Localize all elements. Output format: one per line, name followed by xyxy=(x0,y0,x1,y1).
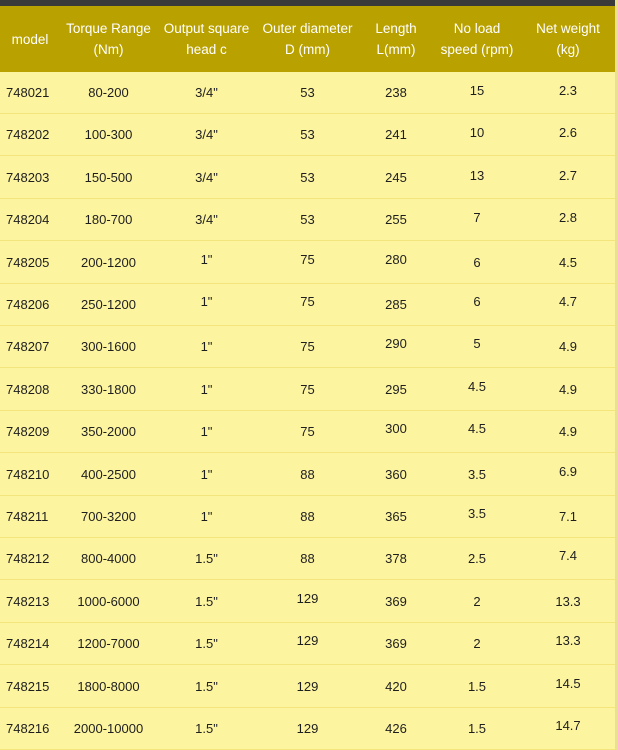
cell-no-load-speed: 7 xyxy=(473,210,481,226)
cell-outer-diameter: 129 xyxy=(296,721,319,736)
table-row xyxy=(0,242,618,284)
table-row xyxy=(0,157,618,199)
cell-model: 748213 xyxy=(6,593,50,609)
table-row xyxy=(0,284,618,326)
cell-outer-diameter: 129 xyxy=(296,633,319,649)
header-torque-range xyxy=(60,6,157,72)
cell-net-weight: 2.8 xyxy=(558,210,578,226)
table-row xyxy=(0,411,618,453)
cell-net-weight: 6.9 xyxy=(558,463,578,479)
cell-outer-diameter: 88 xyxy=(300,509,315,524)
cell-torque-range: 330-1800 xyxy=(81,381,136,397)
cell-net-weight: 14.7 xyxy=(555,718,581,733)
cell-torque-range: 1000-6000 xyxy=(77,593,140,609)
cell-model: 748203 xyxy=(6,169,50,185)
header-outer-diameter-label: Outer diameter D (mm) xyxy=(262,21,353,57)
cell-length: 426 xyxy=(385,721,407,736)
cell-model: 748021 xyxy=(6,85,50,100)
cell-net-weight: 7.4 xyxy=(558,548,578,564)
table-row xyxy=(0,326,618,368)
cell-length: 245 xyxy=(385,169,407,185)
cell-torque-range: 2000-10000 xyxy=(73,721,144,736)
table-row xyxy=(0,581,618,623)
cell-length: 378 xyxy=(385,551,407,567)
table-row xyxy=(0,369,618,411)
cell-outer-diameter: 53 xyxy=(300,169,315,185)
header-net-weight-label: Net weight (kg) xyxy=(536,21,600,57)
cell-no-load-speed: 2.5 xyxy=(467,551,487,567)
header-model xyxy=(0,6,60,72)
cell-outer-diameter: 53 xyxy=(300,127,315,143)
cell-outer-diameter: 53 xyxy=(300,85,315,100)
cell-length: 255 xyxy=(385,212,407,228)
cell-length: 300 xyxy=(385,421,407,437)
cell-model: 748204 xyxy=(6,212,50,228)
cell-length: 365 xyxy=(385,509,407,524)
table-row xyxy=(0,538,618,580)
cell-no-load-speed: 5 xyxy=(473,336,481,352)
cell-outer-diameter: 75 xyxy=(300,251,315,267)
cell-output-square-head: 3/4" xyxy=(195,212,218,228)
cell-net-weight: 7.1 xyxy=(558,509,578,524)
cell-outer-diameter: 129 xyxy=(296,590,319,606)
cell-net-weight: 13.3 xyxy=(555,633,581,649)
cell-net-weight: 14.5 xyxy=(555,675,581,691)
header-length xyxy=(359,6,433,72)
header-model-label: model xyxy=(11,31,49,47)
cell-outer-diameter: 75 xyxy=(300,294,315,309)
cell-no-load-speed: 3.5 xyxy=(467,506,487,521)
cell-length: 295 xyxy=(385,381,407,397)
cell-net-weight: 2.7 xyxy=(558,167,578,183)
table-row xyxy=(0,623,618,665)
cell-outer-diameter: 88 xyxy=(300,551,315,567)
cell-torque-range: 150-500 xyxy=(84,169,133,185)
cell-torque-range: 700-3200 xyxy=(81,509,136,524)
cell-outer-diameter: 53 xyxy=(300,212,315,228)
cell-no-load-speed: 4.5 xyxy=(467,378,487,394)
table-row xyxy=(0,72,618,114)
table-row xyxy=(0,199,618,241)
table-header xyxy=(0,6,618,72)
cell-output-square-head: 1.5" xyxy=(195,636,218,652)
cell-outer-diameter: 75 xyxy=(300,381,315,397)
cell-torque-range: 800-4000 xyxy=(81,551,136,567)
cell-output-square-head: 1" xyxy=(200,339,213,355)
cell-no-load-speed: 3.5 xyxy=(467,466,487,482)
cell-output-square-head: 1" xyxy=(200,381,213,397)
cell-length: 369 xyxy=(385,636,407,652)
cell-torque-range: 300-1600 xyxy=(81,339,136,355)
cell-model: 748211 xyxy=(6,509,49,524)
cell-output-square-head: 1" xyxy=(200,466,213,482)
cell-model: 748205 xyxy=(6,254,50,270)
cell-net-weight: 2.6 xyxy=(558,125,578,141)
cell-output-square-head: 3/4" xyxy=(195,85,218,100)
header-net-weight xyxy=(521,6,615,72)
cell-length: 238 xyxy=(385,85,407,100)
table-row xyxy=(0,454,618,496)
cell-output-square-head: 1" xyxy=(200,424,213,440)
cell-output-square-head: 3/4" xyxy=(195,127,218,143)
cell-no-load-speed: 6 xyxy=(473,254,481,270)
cell-model: 748212 xyxy=(6,551,50,567)
cell-outer-diameter: 75 xyxy=(300,339,315,355)
header-torque-range-label: Torque Range (Nm) xyxy=(66,21,151,57)
cell-model: 748210 xyxy=(6,466,50,482)
cell-net-weight: 4.7 xyxy=(558,294,578,309)
cell-net-weight: 2.3 xyxy=(558,83,578,98)
cell-no-load-speed: 6 xyxy=(473,294,481,309)
cell-output-square-head: 3/4" xyxy=(195,169,218,185)
cell-length: 369 xyxy=(385,593,407,609)
cell-no-load-speed: 13 xyxy=(469,167,485,183)
cell-no-load-speed: 1.5 xyxy=(467,678,487,694)
cell-no-load-speed: 4.5 xyxy=(467,421,487,437)
cell-length: 241 xyxy=(385,127,407,143)
table-row xyxy=(0,496,618,538)
cell-outer-diameter: 129 xyxy=(296,678,319,694)
cell-output-square-head: 1" xyxy=(200,294,213,309)
cell-net-weight: 4.5 xyxy=(558,254,578,270)
cell-no-load-speed: 10 xyxy=(469,125,485,141)
cell-output-square-head: 1.5" xyxy=(195,721,218,736)
cell-length: 280 xyxy=(385,251,407,267)
cell-model: 748214 xyxy=(6,636,50,652)
cell-no-load-speed: 1.5 xyxy=(467,721,487,736)
cell-torque-range: 80-200 xyxy=(88,85,129,100)
table-row xyxy=(0,666,618,708)
cell-torque-range: 100-300 xyxy=(84,127,133,143)
header-output-square-head xyxy=(157,6,256,72)
cell-torque-range: 250-1200 xyxy=(81,297,136,312)
cell-no-load-speed: 2 xyxy=(473,593,481,609)
header-outer-diameter xyxy=(256,6,359,72)
header-no-load-speed xyxy=(433,6,521,72)
cell-output-square-head: 1.5" xyxy=(195,551,218,567)
cell-torque-range: 400-2500 xyxy=(81,466,136,482)
table-row xyxy=(0,114,618,156)
cell-no-load-speed: 15 xyxy=(469,83,485,98)
cell-model: 748208 xyxy=(6,381,50,397)
cell-outer-diameter: 88 xyxy=(300,466,315,482)
cell-output-square-head: 1.5" xyxy=(195,593,218,609)
cell-model: 748209 xyxy=(6,424,50,440)
cell-length: 285 xyxy=(385,297,407,312)
header-length-label: Length L(mm) xyxy=(375,21,417,57)
cell-net-weight: 4.9 xyxy=(558,339,578,355)
header-no-load-speed-label: No load speed (rpm) xyxy=(440,21,514,57)
cell-model: 748207 xyxy=(6,339,50,355)
header-output-square-head-label: Output square head c xyxy=(163,21,250,57)
cell-net-weight: 13.3 xyxy=(555,593,581,609)
cell-torque-range: 1800-8000 xyxy=(77,678,140,694)
cell-output-square-head: 1" xyxy=(200,251,213,267)
cell-output-square-head: 1" xyxy=(200,509,213,524)
cell-length: 360 xyxy=(385,466,407,482)
cell-torque-range: 180-700 xyxy=(84,212,133,228)
cell-net-weight: 4.9 xyxy=(558,424,578,440)
cell-torque-range: 1200-7000 xyxy=(77,636,140,652)
cell-model: 748202 xyxy=(6,127,50,143)
cell-length: 420 xyxy=(385,678,407,694)
cell-net-weight: 4.9 xyxy=(558,381,578,397)
cell-length: 290 xyxy=(385,336,407,352)
cell-no-load-speed: 2 xyxy=(473,636,481,652)
cell-torque-range: 350-2000 xyxy=(81,424,136,440)
cell-outer-diameter: 75 xyxy=(300,424,315,440)
cell-model: 748206 xyxy=(6,297,50,312)
table-row xyxy=(0,708,618,750)
cell-model: 748216 xyxy=(6,721,50,736)
cell-output-square-head: 1.5" xyxy=(195,678,218,694)
cell-torque-range: 200-1200 xyxy=(81,254,136,270)
cell-model: 748215 xyxy=(6,678,50,694)
